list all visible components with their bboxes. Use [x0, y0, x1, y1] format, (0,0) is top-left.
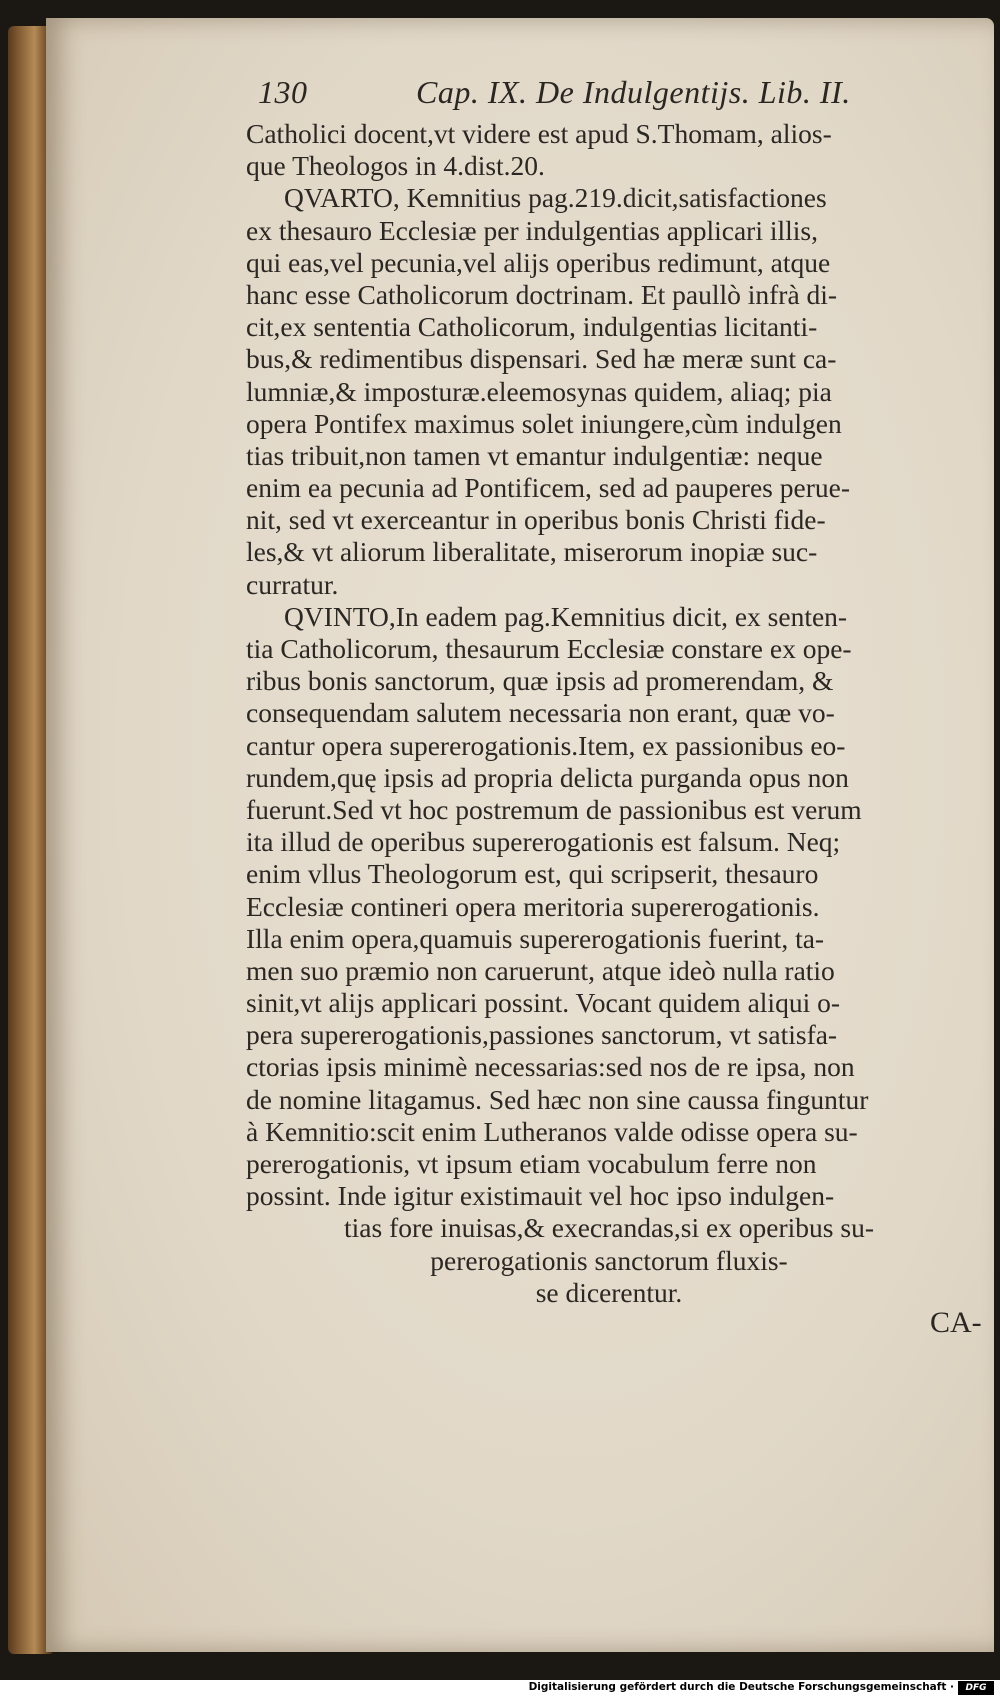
text-line: cantur opera supererogationis.Item, ex passionibus eo-: [246, 729, 846, 761]
text-line: QVINTO,In eadem pag.Kemnitius dicit, ex senten-: [284, 600, 848, 632]
text-line: hanc esse Catholicorum doctrinam. Et paullò infrà di-: [246, 278, 838, 310]
text-line: pererogationis, vt ipsum etiam vocabulum ferre non: [246, 1148, 817, 1179]
text-line: QVARTO, Kemnitius pag.219.dicit,satisfactiones: [284, 182, 827, 214]
text-line: ctorias ipsis minimè necessarias:sed nos de re ipsa, non: [246, 1051, 855, 1083]
text-line: enim ea pecunia ad Pontificem, sed ad pauperes perue-: [246, 472, 850, 504]
text-line: lumniæ,& imposturæ.eleemosynas quidem, aliaq; pia: [246, 375, 832, 407]
body-text: [246, 118, 972, 1309]
text-line: les,& vt aliorum liberalitate, miserorum inopiæ suc-: [246, 536, 818, 568]
chapter-title: Cap. IX. De Indulgentijs. Lib. II.: [416, 74, 851, 110]
text-line: rundem,quę ipsis ad propria delicta purganda opus non: [246, 761, 849, 793]
text-line: nit, sed vt exerceantur in operibus bonis Christi fide-: [246, 504, 826, 536]
text-line: pererogationis sanctorum fluxis-: [430, 1244, 788, 1276]
footer-credit: Digitalisierung gefördert durch die Deutsche Forschungsgemeinschaft ·: [528, 1681, 954, 1693]
text-line: curratur.: [246, 568, 339, 600]
text-line: Ecclesiæ contineri opera meritoria supererogationis.: [246, 890, 820, 922]
running-head: [196, 56, 896, 116]
text-line: de nomine litagamus. Sed hæc non sine caussa finguntur: [246, 1083, 869, 1115]
text-line: tia Catholicorum, thesaurum Ecclesiæ constare ex ope-: [246, 633, 852, 664]
page-number: 130: [258, 74, 308, 110]
text-line: possint. Inde igitur existimauit vel hoc ipso indulgen-: [246, 1180, 835, 1212]
text-line: pera supererogationis,passiones sanctorum, vt satisfa-: [246, 1019, 838, 1051]
text-line: tias fore inuisas,& execrandas,si ex operibus su-: [344, 1212, 874, 1244]
text-line: ex thesauro Ecclesiæ per indulgentias applicari illis,: [246, 214, 818, 246]
text-line: se dicerentur.: [535, 1276, 683, 1308]
text-line: fuerunt.Sed vt hoc postremum de passionibus est verum: [246, 793, 862, 825]
dfg-logo-icon: DFG: [958, 1681, 994, 1695]
text-line: bus,& redimentibus dispensari. Sed hæ meræ sunt ca-: [246, 343, 837, 375]
text-line: enim vllus Theologorum est, qui scripserit, thesauro: [246, 858, 819, 890]
text-line: cit,ex sententia Catholicorum, indulgentias licitanti-: [246, 311, 818, 343]
text-line: sinit,vt alijs applicari possint. Vocant quidem aliqui o-: [246, 987, 840, 1019]
catchword: CA-: [930, 1306, 982, 1339]
text-line: tias tribuit,non tamen vt emantur indulgentiæ: neque: [246, 439, 823, 471]
text-line: opera Pontifex maximus solet iniungere,cùm indulgen: [246, 407, 842, 439]
text-line: ita illud de operibus supererogationis est falsum. Neq;: [246, 826, 841, 858]
text-line: que Theologos in 4.dist.20.: [246, 150, 545, 182]
text-line: à Kemnitio:scit enim Lutheranos valde odisse opera su-: [246, 1115, 858, 1147]
text-line: Catholici docent,vt videre est apud S.Thomam, alios-: [246, 118, 832, 149]
book-page: [46, 18, 994, 1652]
text-line: ribus bonis sanctorum, quæ ipsis ad promerendam, &: [246, 665, 834, 697]
text-line: Illa enim opera,quamuis supererogationis fuerint, ta-: [246, 922, 825, 954]
text-line: consequendam salutem necessaria non erant, quæ vo-: [246, 697, 835, 729]
text-line: men suo præmio non caruerunt, atque ideò nulla ratio: [246, 954, 835, 986]
text-line: qui eas,vel pecunia,vel alijs operibus redimunt, atque: [246, 246, 831, 278]
